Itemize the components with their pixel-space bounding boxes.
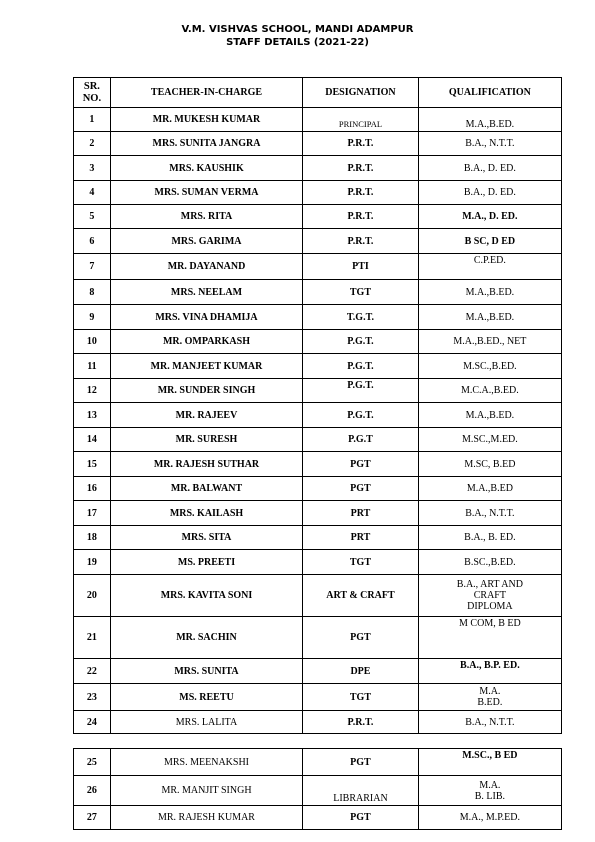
designation-cell: LIBRARIAN <box>303 776 419 806</box>
teacher-name-cell: MR. BALWANT <box>110 477 302 501</box>
sr-no-cell: 8 <box>74 280 111 305</box>
teacher-name-cell: MS. REETU <box>110 684 302 711</box>
table-row <box>74 403 562 428</box>
designation-cell: P.R.T. <box>303 229 419 254</box>
teacher-name-cell: MR. MUKESH KUMAR <box>110 108 302 132</box>
sr-no-cell: 26 <box>74 776 111 806</box>
qualification-line: M.A. <box>479 686 501 697</box>
designation-cell: PRT <box>303 526 419 550</box>
sr-no-cell: 19 <box>74 550 111 575</box>
sr-no-cell: 16 <box>74 477 111 501</box>
designation-cell: PGT <box>303 477 419 501</box>
qualification-line: B.ED. <box>477 697 503 708</box>
sr-no-cell: 13 <box>74 403 111 428</box>
teacher-name-cell: MR. MANJIT SINGH <box>110 776 302 806</box>
table-row <box>74 305 562 330</box>
teacher-name-cell: MRS. KAUSHIK <box>110 156 302 181</box>
qualification-cell: M.A.,B.ED <box>418 477 561 501</box>
designation-cell: PGT <box>303 806 419 830</box>
column-header-teacher: TEACHER-IN-CHARGE <box>110 78 302 108</box>
table-row <box>74 280 562 305</box>
qualification-cell: B.A., D. ED. <box>418 181 561 205</box>
table-row <box>74 749 562 776</box>
designation-cell: P.G.T. <box>303 354 419 379</box>
qualification-line: B.A., ART AND <box>456 579 523 590</box>
qualification-cell: M.A., D. ED. <box>418 205 561 229</box>
table-row <box>74 806 562 830</box>
qualification-cell: M.SC.,B.ED. <box>418 354 561 379</box>
table-row <box>74 181 562 205</box>
column-header-designation: DESIGNATION <box>303 78 419 108</box>
designation-cell: P.G.T. <box>303 379 419 403</box>
sr-no-cell: 10 <box>74 330 111 354</box>
qualification-cell: B.A., N.T.T. <box>418 711 561 734</box>
qualification-cell <box>418 575 561 617</box>
table-row <box>74 501 562 526</box>
qualification-cell: M COM, B ED <box>418 617 561 659</box>
table-row <box>74 575 562 617</box>
qualification-line: B. LIB. <box>474 790 506 802</box>
designation-cell: P.R.T. <box>303 205 419 229</box>
designation-cell: P.G.T <box>303 428 419 452</box>
teacher-name-cell: MR. DAYANAND <box>110 254 302 280</box>
qualification-cell <box>418 684 561 711</box>
table-row <box>74 617 562 659</box>
sr-no-cell: 18 <box>74 526 111 550</box>
designation-cell: P.R.T. <box>303 156 419 181</box>
sr-no-cell: 25 <box>74 749 111 776</box>
table-row <box>74 452 562 477</box>
teacher-name-cell: MRS. KAILASH <box>110 501 302 526</box>
designation-cell: P.G.T. <box>303 403 419 428</box>
designation-cell: PGT <box>303 617 419 659</box>
designation-cell: TGT <box>303 684 419 711</box>
sr-no-cell: 24 <box>74 711 111 734</box>
sr-no-cell: 2 <box>74 132 111 156</box>
sr-no-cell: 7 <box>74 254 111 280</box>
designation-cell: TGT <box>303 280 419 305</box>
table-row <box>74 428 562 452</box>
document-subtitle: STAFF DETAILS (2021-22) <box>226 37 369 48</box>
qualification-cell: M.A.,B.ED. <box>418 280 561 305</box>
teacher-name-cell: MR. RAJESH SUTHAR <box>110 452 302 477</box>
sr-no-cell: 27 <box>74 806 111 830</box>
staff-table-continued <box>73 748 562 830</box>
teacher-name-cell: MR. OMPARKASH <box>110 330 302 354</box>
teacher-name-cell: MR. RAJEEV <box>110 403 302 428</box>
qualification-cell: M.SC, B.ED <box>418 452 561 477</box>
teacher-name-cell: MRS. SUNITA <box>110 659 302 684</box>
qualification-cell: B.SC.,B.ED. <box>418 550 561 575</box>
qualification-cell: M.A.,B.ED., NET <box>418 330 561 354</box>
qualification-cell: M.C.A.,B.ED. <box>418 379 561 403</box>
table-row <box>74 550 562 575</box>
teacher-name-cell: MRS. GARIMA <box>110 229 302 254</box>
sr-no-cell: 9 <box>74 305 111 330</box>
designation-cell: PGT <box>303 452 419 477</box>
teacher-name-cell: MR. RAJESH KUMAR <box>110 806 302 830</box>
teacher-name-cell: MR. MANJEET KUMAR <box>110 354 302 379</box>
qualification-cell: B.A., N.T.T. <box>418 132 561 156</box>
qualification-line: CRAFT <box>473 590 506 601</box>
table-row <box>74 108 562 132</box>
sr-no-cell: 6 <box>74 229 111 254</box>
qualification-cell: M.A., M.P.ED. <box>418 806 561 830</box>
sr-no-cell: 15 <box>74 452 111 477</box>
qualification-line: DIPLOMA <box>467 601 513 612</box>
teacher-name-cell: MR. SUNDER SINGH <box>110 379 302 403</box>
table-row <box>74 156 562 181</box>
column-header-sr-no: SR. NO. <box>74 78 111 108</box>
designation-cell: PGT <box>303 749 419 776</box>
sr-no-cell: 1 <box>74 108 111 132</box>
qualification-cell: M.A.,B.ED. <box>418 108 561 132</box>
designation-cell: TGT <box>303 550 419 575</box>
table-row <box>74 776 562 806</box>
qualification-cell: B.A., N.T.T. <box>418 501 561 526</box>
table-row <box>74 254 562 280</box>
teacher-name-cell: MRS. LALITA <box>110 711 302 734</box>
table-row <box>74 379 562 403</box>
sr-no-cell: 11 <box>74 354 111 379</box>
teacher-name-cell: MRS. SUNITA JANGRA <box>110 132 302 156</box>
teacher-name-cell: MR. SURESH <box>110 428 302 452</box>
teacher-name-cell: MS. PREETI <box>110 550 302 575</box>
qualification-cell: C.P.ED. <box>418 254 561 280</box>
school-name: V.M. VISHVAS SCHOOL, MANDI ADAMPUR <box>181 24 414 35</box>
qualification-cell: B.A., B. ED. <box>418 526 561 550</box>
qualification-line: M.A. <box>479 779 501 791</box>
sr-no-cell: 21 <box>74 617 111 659</box>
staff-table <box>73 77 562 734</box>
designation-cell: PTI <box>303 254 419 280</box>
table-row <box>74 229 562 254</box>
teacher-name-cell: MRS. SUMAN VERMA <box>110 181 302 205</box>
designation-cell: P.R.T. <box>303 181 419 205</box>
table-row <box>74 330 562 354</box>
designation-cell: ART & CRAFT <box>303 575 419 617</box>
sr-no-cell: 17 <box>74 501 111 526</box>
table-row <box>74 684 562 711</box>
designation-cell: PRINCIPAL <box>303 108 419 132</box>
staff-table-body <box>74 108 562 734</box>
sr-no-cell: 12 <box>74 379 111 403</box>
sr-no-cell: 20 <box>74 575 111 617</box>
designation-cell: P.R.T. <box>303 132 419 156</box>
qualification-cell: M.A.,B.ED. <box>418 305 561 330</box>
table-row <box>74 205 562 229</box>
qualification-cell: B.A., B.P. ED. <box>418 659 561 684</box>
teacher-name-cell: MRS. KAVITA SONI <box>110 575 302 617</box>
table-header-row <box>74 78 562 108</box>
teacher-name-cell: MRS. VINA DHAMIJA <box>110 305 302 330</box>
designation-cell: T.G.T. <box>303 305 419 330</box>
qualification-cell: B SC, D ED <box>418 229 561 254</box>
table-row <box>74 477 562 501</box>
designation-cell: P.G.T. <box>303 330 419 354</box>
table-row <box>74 659 562 684</box>
qualification-cell <box>418 776 561 806</box>
designation-cell: PRT <box>303 501 419 526</box>
teacher-name-cell: MRS. NEELAM <box>110 280 302 305</box>
sr-no-cell: 22 <box>74 659 111 684</box>
table-row <box>74 132 562 156</box>
designation-cell: P.R.T. <box>303 711 419 734</box>
designation-cell: DPE <box>303 659 419 684</box>
staff-table-continued-body <box>74 749 562 830</box>
table-row <box>74 354 562 379</box>
sr-no-cell: 23 <box>74 684 111 711</box>
table-row <box>74 526 562 550</box>
teacher-name-cell: MRS. MEENAKSHI <box>110 749 302 776</box>
teacher-name-cell: MRS. RITA <box>110 205 302 229</box>
sr-no-cell: 14 <box>74 428 111 452</box>
sr-no-cell: 5 <box>74 205 111 229</box>
sr-no-cell: 4 <box>74 181 111 205</box>
qualification-cell: M.SC.,M.ED. <box>418 428 561 452</box>
column-header-qualification: QUALIFICATION <box>418 78 561 108</box>
qualification-cell: M.A.,B.ED. <box>418 403 561 428</box>
qualification-cell: M.SC., B ED <box>418 749 561 776</box>
qualification-cell: B.A., D. ED. <box>418 156 561 181</box>
table-row <box>74 711 562 734</box>
teacher-name-cell: MRS. SITA <box>110 526 302 550</box>
sr-no-cell: 3 <box>74 156 111 181</box>
teacher-name-cell: MR. SACHIN <box>110 617 302 659</box>
